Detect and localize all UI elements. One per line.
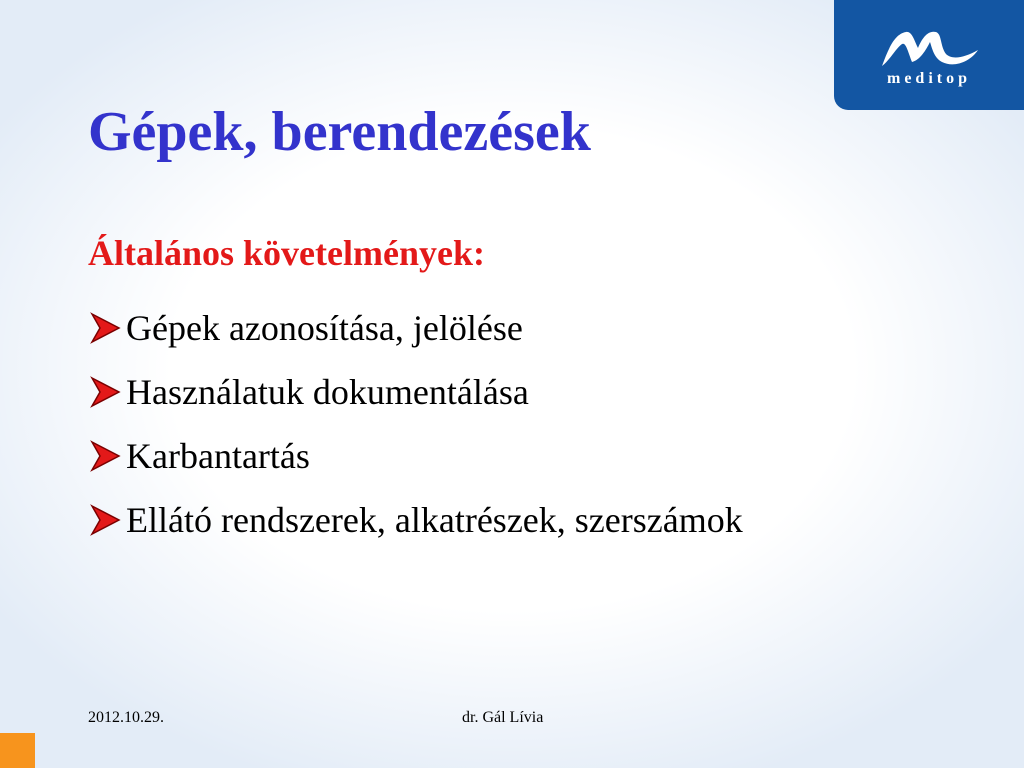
bullet-item	[88, 488, 743, 552]
bullet-item	[88, 360, 743, 424]
bullet-item	[88, 296, 743, 360]
bullet-text: Gépek azonosítása, jelölése	[126, 308, 523, 348]
slide-subtitle: Általános követelmények:	[88, 233, 485, 273]
meditop-wave-logo	[880, 26, 980, 70]
arrow-bullet-icon	[88, 439, 122, 473]
meditop-logo	[834, 0, 1024, 110]
bullet-item	[88, 424, 743, 488]
bullet-text: Használatuk dokumentálása	[126, 372, 529, 412]
arrow-bullet-icon	[88, 375, 122, 409]
footer-author: dr. Gál Lívia	[462, 709, 544, 726]
bullet-text: Karbantartás	[126, 436, 310, 476]
arrow-bullet-icon	[88, 311, 122, 345]
bullet-text: Ellátó rendszerek, alkatrészek, szerszámok	[126, 500, 743, 540]
logo-text: meditop	[887, 70, 971, 87]
orange-corner-accent	[0, 733, 35, 768]
arrow-bullet-icon	[88, 503, 122, 537]
footer-date: 2012.10.29.	[88, 709, 164, 726]
slide-title: Gépek, berendezések	[88, 101, 591, 163]
bullet-list	[88, 296, 743, 552]
